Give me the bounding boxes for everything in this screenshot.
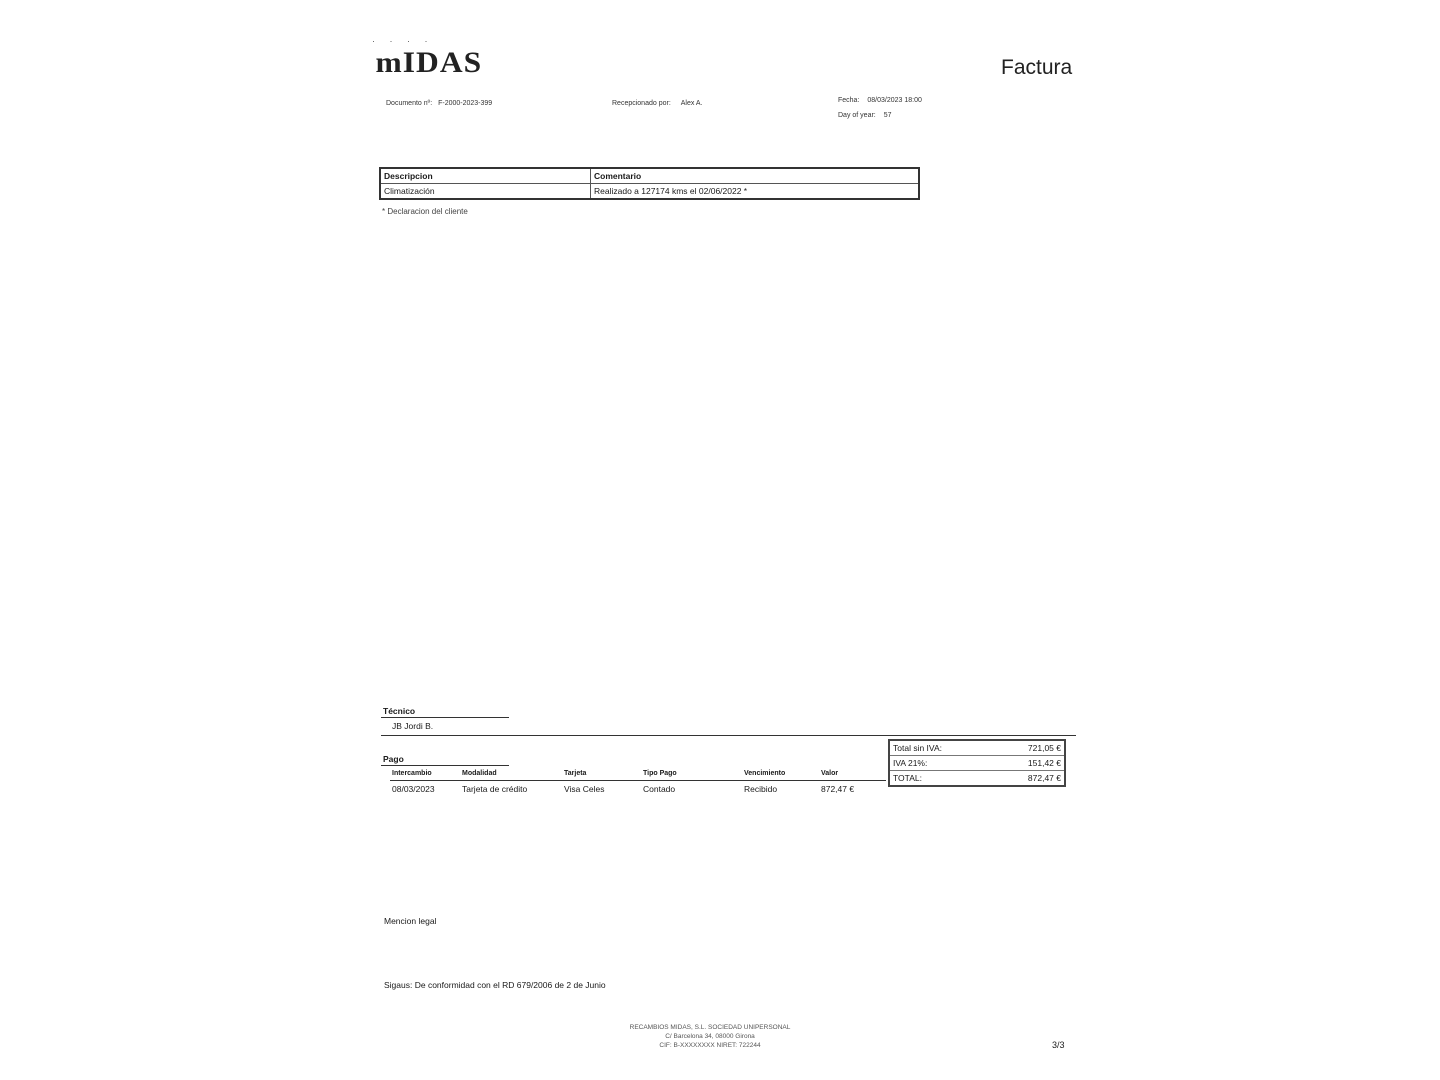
- document-title: Factura: [1001, 56, 1073, 79]
- description-header: Descripcion: [380, 168, 591, 184]
- received-by-label: Recepcionado por:: [612, 100, 671, 107]
- footer-company-name: RECAMBIOS MIDAS, S.L. SOCIEDAD UNIPERSONAL: [629, 1024, 791, 1031]
- payment-card: Visa Celes: [564, 784, 605, 794]
- logo-decoration: · · · ·: [372, 36, 434, 46]
- document-number: [386, 100, 492, 107]
- section-divider: [381, 735, 1076, 736]
- subtotal-label: Total sin IVA:: [893, 743, 942, 753]
- comment-header: Comentario: [591, 168, 920, 184]
- invoice-date: [838, 97, 922, 104]
- technician-label: Técnico: [383, 706, 416, 716]
- client-declaration-note: * Declaracion del cliente: [382, 207, 468, 216]
- received-by: [612, 100, 703, 107]
- totals-box: [888, 739, 1066, 787]
- page-number: 3/3: [1052, 1040, 1065, 1050]
- sigaus-statement: Sigaus: De conformidad con el RD 679/2006 de 2 de Junio: [384, 980, 606, 990]
- payment-header-type: Tipo Pago: [643, 770, 677, 777]
- table-row: [380, 184, 919, 200]
- invoice-date-value: 08/03/2023 18:00: [867, 97, 922, 104]
- technician-name: JB Jordi B.: [392, 721, 434, 731]
- received-by-value: Alex A.: [680, 100, 703, 107]
- description-cell: Climatización: [380, 184, 591, 200]
- vat-value: 151,42 €: [992, 756, 1065, 771]
- payment-header-underline: [390, 780, 886, 781]
- payment-header-due: Vencimiento: [744, 770, 786, 777]
- vat-label: IVA 21%:: [889, 756, 992, 771]
- payment-date: 08/03/2023: [392, 784, 435, 794]
- midas-logo: mIDAS: [375, 46, 483, 79]
- legal-mention: Mencion legal: [384, 916, 437, 926]
- payment-header-value: Valor: [821, 770, 839, 777]
- payment-due: Recibido: [744, 784, 778, 794]
- description-header-row: [380, 168, 919, 184]
- company-footer: [600, 1023, 820, 1050]
- payment-underline: [381, 765, 509, 766]
- document-number-value: F-2000-2023-399: [438, 100, 493, 107]
- payment-header-method: Modalidad: [462, 770, 497, 777]
- day-of-year-label: Day of year:: [838, 112, 876, 119]
- technician-underline: [381, 717, 509, 718]
- payment-type: Contado: [643, 784, 676, 794]
- payment-header-date: Intercambio: [392, 770, 432, 777]
- table-row: [889, 756, 1065, 771]
- comment-cell: Realizado a 127174 kms el 02/06/2022 *: [591, 184, 920, 200]
- day-of-year: [838, 112, 892, 119]
- payment-header-card: Tarjeta: [564, 770, 587, 777]
- invoice-date-label: Fecha:: [838, 97, 860, 104]
- payment-method: Tarjeta de crédito: [462, 784, 528, 794]
- total-value: 872,47 €: [992, 771, 1065, 787]
- table-row: [889, 771, 1065, 787]
- footer-address: C/ Barcelona 34, 08000 Girona: [665, 1033, 755, 1040]
- day-of-year-value: 57: [883, 112, 892, 119]
- table-row: [889, 740, 1065, 756]
- description-table: [379, 167, 920, 200]
- subtotal-value: 721,05 €: [1027, 743, 1061, 753]
- total-label: TOTAL:: [889, 771, 992, 787]
- footer-tax-id: CIF: B-XXXXXXXX NIRET: 722244: [659, 1042, 761, 1049]
- payment-label: Pago: [383, 754, 404, 764]
- document-number-label: Documento nº:: [386, 100, 433, 107]
- payment-value: 872,47 €: [821, 784, 855, 794]
